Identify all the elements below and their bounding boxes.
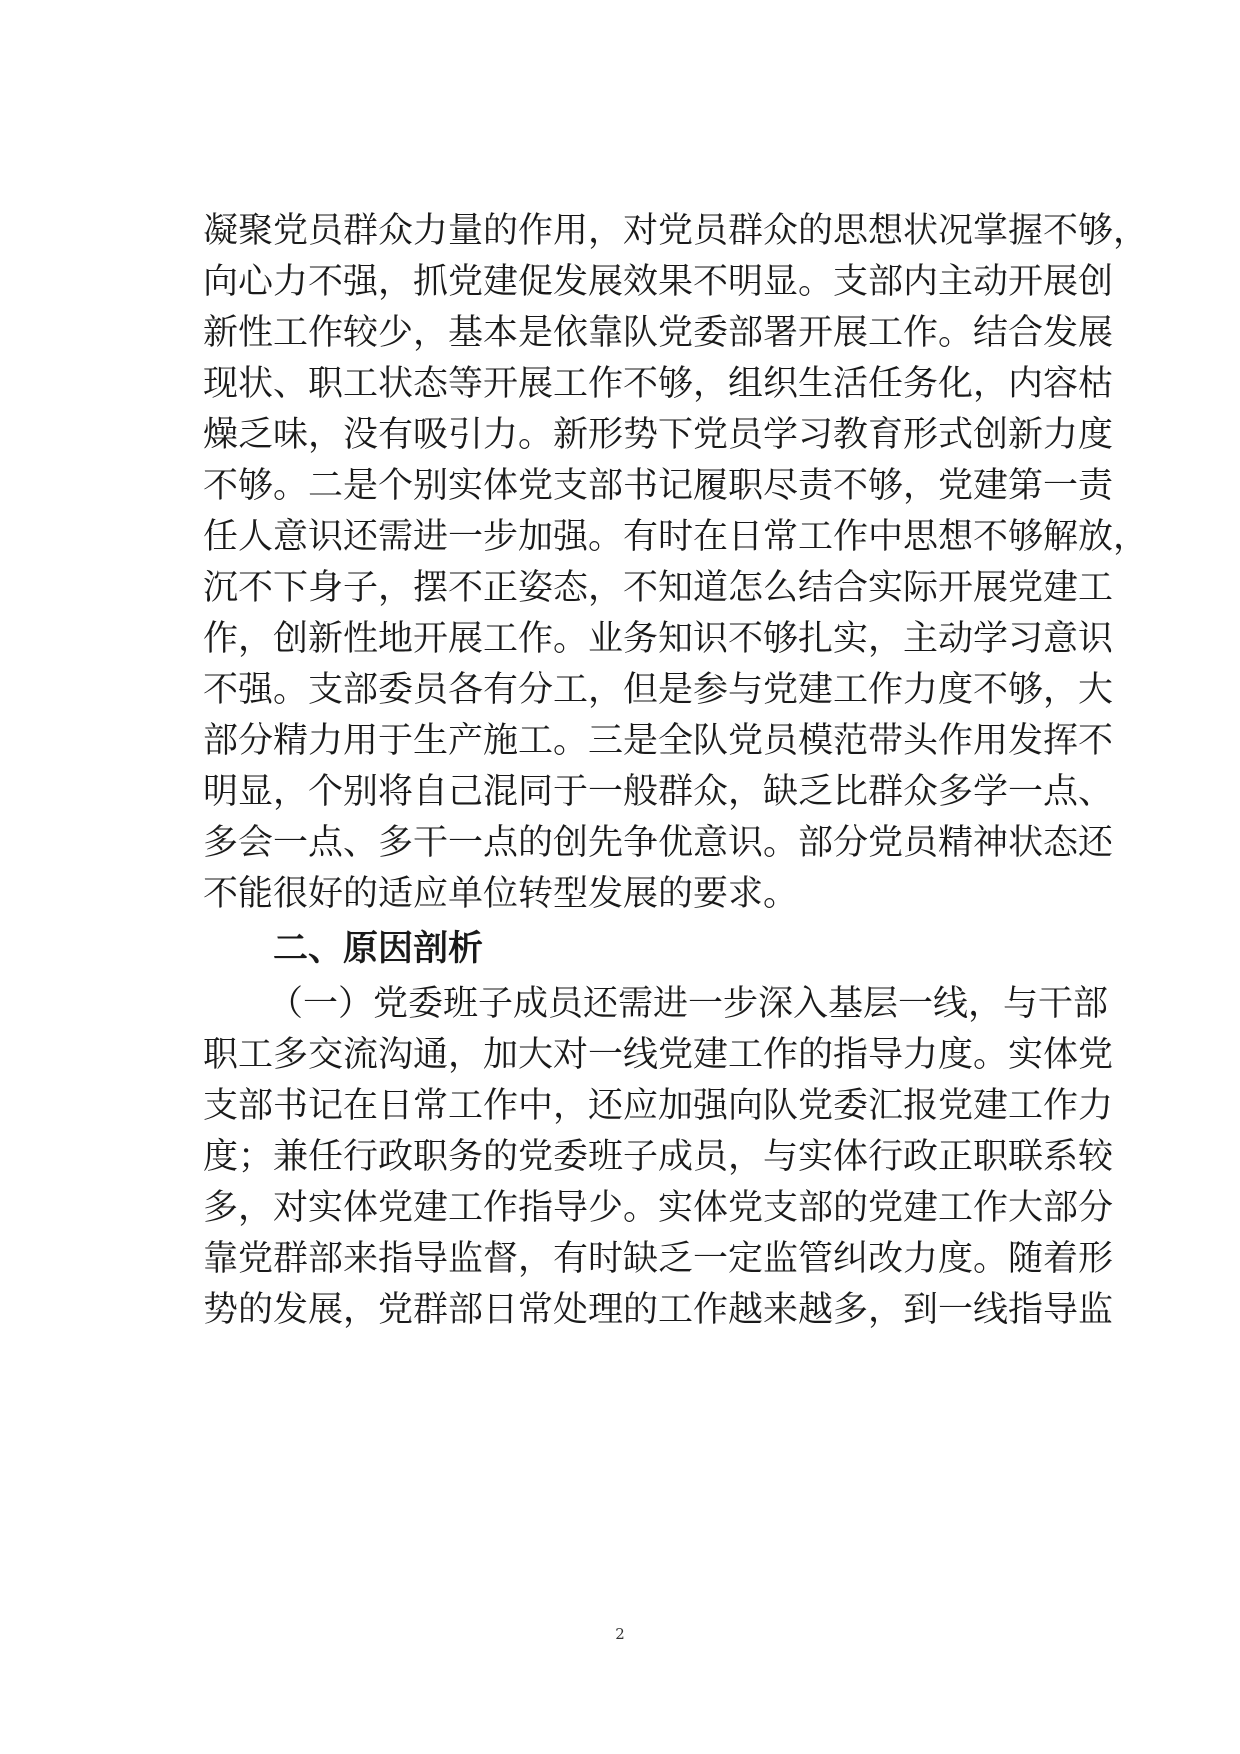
section-heading: 二、原因剖析 [273,929,484,969]
paragraph-1-line-5: 燥乏味，没有吸引力。新形势下党员学习教育形式创新力度 [203,415,1114,455]
paragraph-1-line-8: 沉不下身子，摆不正姿态，不知道怎么结合实际开展党建工 [203,568,1114,608]
paragraph-2-line-3: 支部书记在日常工作中，还应加强向队党委汇报党建工作力 [203,1086,1114,1126]
paragraph-1-line-9: 作，创新性地开展工作。业务知识不够扎实，主动学习意识 [203,619,1114,659]
paragraph-1-line-1: 凝聚党员群众力量的作用，对党员群众的思想状况掌握不够， [203,211,1149,251]
paragraph-2-line-2: 职工多交流沟通，加大对一线党建工作的指导力度。实体党 [203,1035,1114,1075]
paragraph-1-line-14: 不能很好的适应单位转型发展的要求。 [203,874,799,914]
paragraph-2-line-7: 势的发展，党群部日常处理的工作越来越多，到一线指导监 [203,1290,1114,1330]
paragraph-1-line-7: 任人意识还需进一步加强。有时在日常工作中思想不够解放， [203,517,1149,557]
paragraph-2-line-5: 多，对实体党建工作指导少。实体党支部的党建工作大部分 [203,1188,1114,1228]
paragraph-1-line-11: 部分精力用于生产施工。三是全队党员模范带头作用发挥不 [203,721,1114,761]
paragraph-1-line-13: 多会一点、多干一点的创先争优意识。部分党员精神状态还 [203,823,1114,863]
paragraph-2-line-1: （一）党委班子成员还需进一步深入基层一线，与干部 [268,984,1109,1024]
paragraph-1-line-2: 向心力不强，抓党建促发展效果不明显。支部内主动开展创 [203,262,1114,302]
paragraph-2-line-4: 度；兼任行政职务的党委班子成员，与实体行政正职联系较 [203,1137,1114,1177]
page-number: 2 [615,1625,625,1643]
paragraph-1-line-6: 不够。二是个别实体党支部书记履职尽责不够，党建第一责 [203,466,1114,506]
paragraph-1-line-4: 现状、职工状态等开展工作不够，组织生活任务化，内容枯 [203,364,1114,404]
paragraph-1-line-10: 不强。支部委员各有分工，但是参与党建工作力度不够，大 [203,670,1114,710]
paragraph-1-line-3: 新性工作较少，基本是依靠队党委部署开展工作。结合发展 [203,313,1114,353]
paragraph-2-line-6: 靠党群部来指导监督，有时缺乏一定监管纠改力度。随着形 [203,1239,1114,1279]
paragraph-1-line-12: 明显，个别将自己混同于一般群众，缺乏比群众多学一点、 [203,772,1114,812]
